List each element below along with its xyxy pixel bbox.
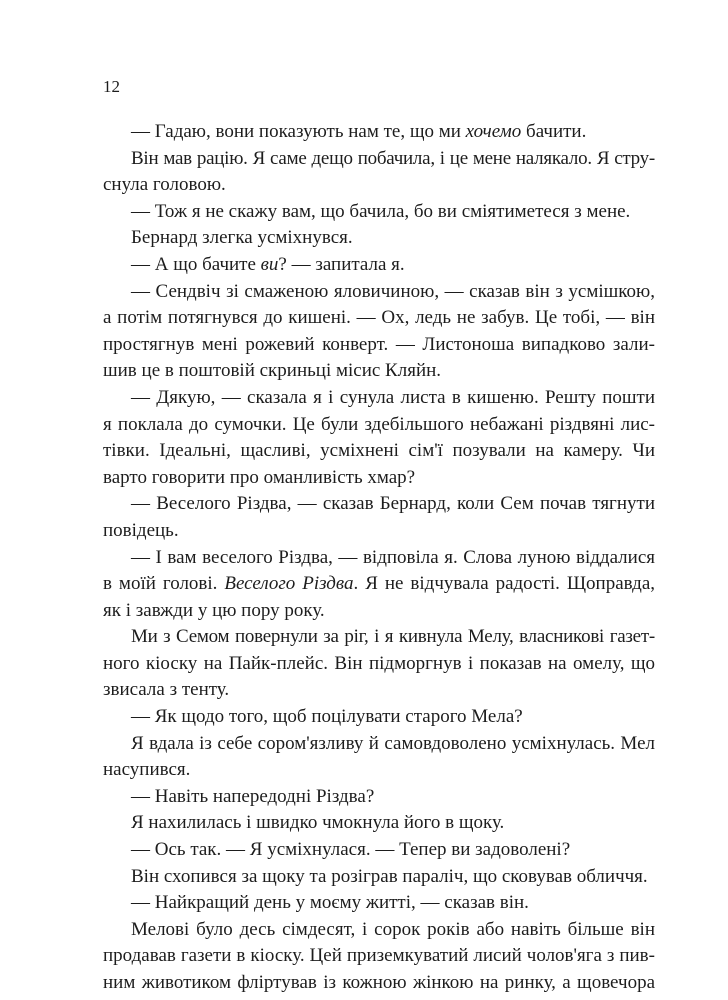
text-segment: Я нахилилась і швидко чмокнула його в щоку. [131,812,505,834]
text-segment: Бернард злегка усміхнувся. [131,227,353,249]
page-text [103,119,655,997]
text-line [103,146,655,173]
text-segment: — Як щодо того, щоб поцілувати старого Мела? [131,706,523,728]
text-segment: насупився. [103,759,191,781]
text-segment: а потім потягнувся до кишені. — Ох, ледь не забув. Це тобі, — він [103,307,655,329]
text-segment: шив це в поштовій скриньці місис Кляйн. [103,360,442,382]
text-line [103,598,655,625]
text-segment: повідець. [103,519,179,541]
text-line [103,518,655,545]
text-line [103,757,655,784]
text-segment: — Сендвіч зі смаженою яловичиною, — сказав він з усмішкою, [131,280,655,302]
text-segment: Я вдала із себе сором'язливу й самовдоволено усміхнулась. Мел [131,732,655,754]
text-line [103,305,655,332]
text-line [103,225,655,252]
text-segment: — Тож я не скажу вам, що бачила, бо ви сміятиметеся з мене. [131,200,631,222]
text-line [103,677,655,704]
text-segment: ного кіоску на Пайк-плейс. Він підморгнув і показав на омелу, що [103,652,655,674]
text-segment: в моїй голові. [103,573,225,595]
text-line [103,704,655,731]
text-line [103,810,655,837]
text-segment: — Гадаю, вони показують нам те, що ми [131,121,466,142]
text-segment: ним животиком фліртував із кожною жінкою на ринку, а щовечора [103,972,655,993]
text-segment: варто говорити про оманливість хмар? [103,466,416,488]
text-line [103,943,655,970]
text-segment: продавав газети в кіоску. Цей приземкуватий лисий чолов'яга з пив- [103,945,655,967]
text-line [103,545,655,572]
text-segment: — Веселого Різдва, — сказав Бернард, коли Сем почав тягнути [131,493,655,515]
text-segment: я поклала до сумочки. Це були здебільшого небажані різдвяні лис- [103,413,655,435]
text-segment: звисала з тенту. [103,679,230,701]
text-line [103,731,655,758]
page-number: 12 [103,77,120,96]
text-segment: снула головою. [103,174,226,196]
text-line [103,465,655,492]
text-line [103,890,655,917]
italic-emphasis: хочемо [465,121,522,142]
text-segment: — Ось так. — Я усміхнулася. — Тепер ви задоволені? [131,839,571,861]
text-line [103,491,655,518]
text-line [103,119,655,146]
text-segment: Він мав рацію. Я саме дещо побачила, і це мене налякало. Я стру- [131,147,655,169]
text-line [103,917,655,944]
text-line [103,837,655,864]
text-segment: — Дякую, — сказала я і сунула листа в кишеню. Решту пошти [131,386,655,408]
text-segment: — Навіть напередодні Різдва? [131,785,375,807]
text-segment: — І вам веселого Різдва, — відповіла я. Слова луною віддалися [131,546,655,568]
text-segment: Він схопився за щоку та розіграв параліч, що сковував обличчя. [131,865,648,887]
text-line [103,438,655,465]
text-segment: простягнув мені рожевий конверт. — Листоноша випадково зали- [103,333,655,355]
italic-emphasis: ви [260,253,279,275]
text-segment: Мелові було десь сімдесят, і сорок років або навіть більше він [131,918,655,940]
text-line [103,332,655,359]
text-line [103,624,655,651]
text-segment: — Найкращий день у моєму житті, — сказав він. [131,892,529,914]
text-segment: ? — запитала я. [278,253,405,275]
text-line [103,199,655,226]
text-line [103,412,655,439]
italic-emphasis: Веселого Різдва [224,573,354,595]
text-line [103,385,655,412]
text-line [103,784,655,811]
text-segment: тівки. Ідеальні, щасливі, усміхнені сім'ї позували на камеру. Чи [103,440,655,462]
text-segment: — А що бачите [131,253,261,275]
text-segment: Ми з Семом повернули за ріг, і я кивнула Мелу, власникові газет- [131,626,655,648]
text-line [103,571,655,598]
text-line [103,864,655,891]
text-line [103,172,655,199]
text-line [103,970,655,997]
text-segment: бачити. [521,121,587,142]
text-line [103,651,655,678]
text-segment: як і завжди у цю пору року. [103,599,325,621]
text-line [103,358,655,385]
text-line [103,252,655,279]
text-line [103,279,655,306]
text-segment: . Я не відчувала радості. Щоправда, [353,573,655,595]
